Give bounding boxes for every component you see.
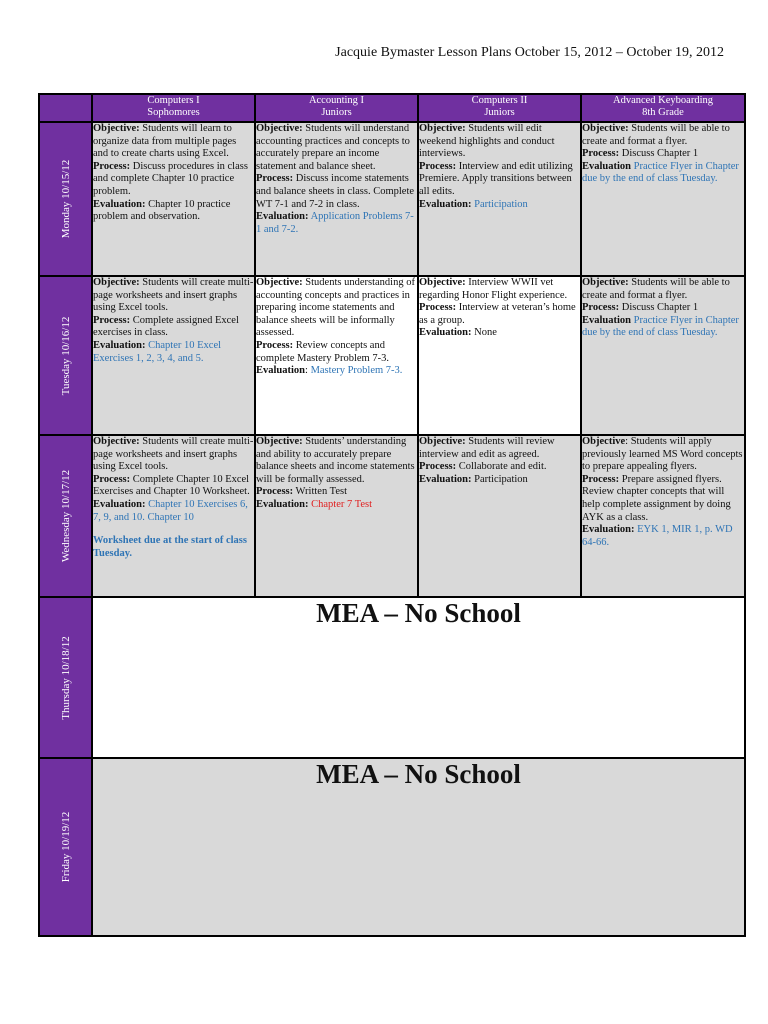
column-header-computers-1: Computers I Sophomores — [92, 94, 255, 122]
lesson-cell: Objective: Students will create multi-page worksheets and insert graphs using Excel tools. Process: Complete Chapter 10 Excel Exercises and Chapter 10 Worksheet. Evaluation: Chapter 10 Exercises 6, 7, 9, and 10. Chapter 10 Worksheet due at the start of class Tuesday. — [92, 435, 255, 597]
column-header-advanced-keyboarding: Advanced Keyboarding 8th Grade — [581, 94, 745, 122]
lesson-cell: Objective: Students will be able to create and format a flyer. Process: Discuss Chapter 1 Evaluation Practice Flyer in Chapter due by the end of class Tuesday. — [581, 276, 745, 435]
no-school-message: MEA – No School — [92, 758, 745, 936]
day-label-thursday: Thursday 10/18/12 — [39, 597, 92, 758]
no-school-message: MEA – No School — [92, 597, 745, 758]
corner-cell — [39, 94, 92, 122]
column-header-computers-2: Computers II Juniors — [418, 94, 581, 122]
lesson-cell: Objective: Students will review interview and edit as agreed. Process: Collaborate and edit. Evaluation: Participation — [418, 435, 581, 597]
lesson-cell: Objective: Students will edit weekend highlights and conduct interviews. Process: Interview and edit utilizing Premiere. Apply transitions between all edits. Evaluation: Participation — [418, 122, 581, 276]
day-label-tuesday: Tuesday 10/16/12 — [39, 276, 92, 435]
row-thursday — [39, 597, 745, 758]
lesson-cell: Objective: Students will understand accounting practices and concepts to accurately prepare an income statement and balance sheet. Process: Discuss income statements and balance sheets in class. Complete WT 7-1 and 7-2 in class. Evaluation: Application Problems 7-1 and 7-2. — [255, 122, 418, 276]
row-wednesday — [39, 435, 745, 597]
lesson-cell: Objective: Students will create multi-page worksheets and insert graphs using Excel tools. Process: Complete assigned Excel exercises in class. Evaluation: Chapter 10 Excel Exercises 1, 2, 3, 4, and 5. — [92, 276, 255, 435]
lesson-cell: Objective: Students will apply previously learned MS Word concepts to prepare appealing flyers. Process: Prepare assigned flyers. Review chapter concepts that will help complete assignment by doing AYK as a class. Evaluation: EYK 1, MIR 1, p. WD 64-66. — [581, 435, 745, 597]
page-header: Jacquie Bymaster Lesson Plans October 15, 2012 – October 19, 2012 — [335, 45, 724, 60]
lesson-cell: Objective: Students will learn to organize data from multiple pages and to create charts using Excel. Process: Discuss procedures in class and complete Chapter 10 practice problem. Evaluation: Chapter 10 practice problem and observation. — [92, 122, 255, 276]
day-label-wednesday: Wednesday 10/17/12 — [39, 435, 92, 597]
day-label-monday: Monday 10/15/12 — [39, 122, 92, 276]
lesson-cell: Objective: Students will be able to create and format a flyer. Process: Discuss Chapter 1 Evaluation Practice Flyer in Chapter due by the end of class Tuesday. — [581, 122, 745, 276]
lesson-plan-table — [38, 93, 746, 937]
row-tuesday — [39, 276, 745, 435]
column-header-row — [39, 94, 745, 122]
lesson-cell: Objective: Students understanding of accounting concepts and practices in preparing income statements and balance sheets will be informally assessed. Process: Review concepts and complete Mastery Problem 7-3. Evaluation: Mastery Problem 7-3. — [255, 276, 418, 435]
lesson-cell: Objective: Students’ understanding and ability to accurately prepare balance sheets and income statements will be formally assessed. Process: Written Test Evaluation: Chapter 7 Test — [255, 435, 418, 597]
lesson-cell: Objective: Interview WWII vet regarding Honor Flight experience. Process: Interview at veteran’s home as a group. Evaluation: None — [418, 276, 581, 435]
row-monday — [39, 122, 745, 276]
day-label-friday: Friday 10/19/12 — [39, 758, 92, 936]
column-header-accounting-1: Accounting I Juniors — [255, 94, 418, 122]
row-friday — [39, 758, 745, 936]
